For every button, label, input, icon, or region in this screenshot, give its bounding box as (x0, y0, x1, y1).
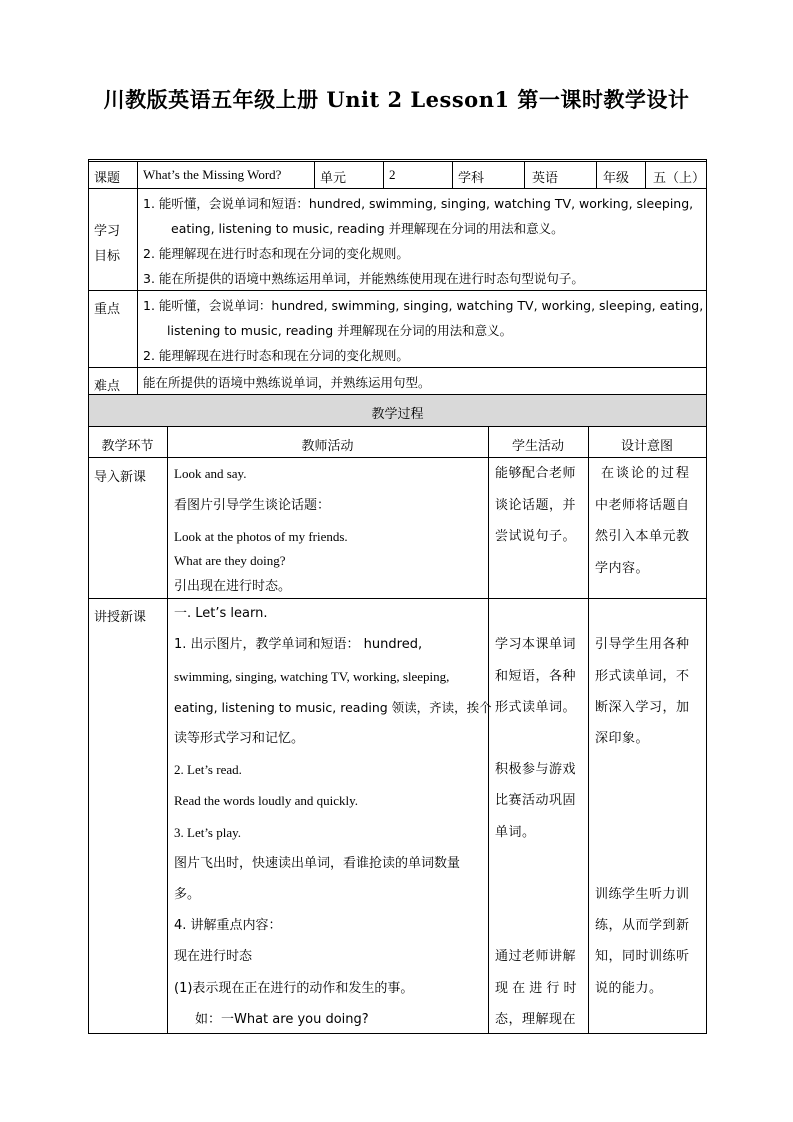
grade-value: 五（上） (653, 171, 706, 186)
objective-line: 3. 能在所提供的语境中熟练运用单词，并能熟练使用现在进行时态句型说句子。 (143, 271, 584, 286)
intent-line: 学内容。 (595, 561, 650, 576)
intent-line: 训练学生听力训 (595, 887, 690, 902)
subject-label: 学科 (458, 171, 485, 186)
intent-line: 中老师将话题自 (595, 498, 690, 513)
student-line: 形式读单词。 (495, 700, 577, 715)
teacher-line: 多。 (174, 887, 201, 902)
student-line: 谈论话题，并 (495, 498, 577, 513)
teacher-line: eating, listening to music, reading 领读，齐读，挨个 (174, 700, 492, 715)
teacher-line: 图片飞出时，快速读出单词，看谁抢读的单词数量 (174, 856, 461, 871)
teacher-line: 如：一What are you doing? (195, 1012, 369, 1027)
difficulties-text: 能在所提供的语境中熟练说单词，并熟练运用句型。 (143, 375, 431, 390)
teacher-line: (1)表示现在正在进行的动作和发生的事。 (174, 981, 414, 996)
stage-teach: 讲授新课 (94, 610, 147, 625)
objective-line: eating, listening to music, reading 并理解现在分词的用法和意义。 (171, 221, 564, 236)
intent-line: 断深入学习，加 (595, 700, 690, 715)
difficulties-label: 难点 (94, 379, 121, 394)
teacher-line: 引出现在进行时态。 (174, 579, 292, 594)
key-point-line: listening to music, reading 并理解现在分词的用法和意义。 (167, 323, 513, 338)
grade-label: 年级 (603, 171, 630, 186)
intent-line: 知，同时训练听 (595, 949, 690, 964)
teacher-line: Look and say. (174, 466, 247, 481)
student-line: 单词。 (495, 825, 536, 840)
unit-label: 单元 (320, 171, 347, 186)
student-line: 能够配合老师 (495, 466, 577, 481)
topic-value: What’s the Missing Word? (143, 167, 282, 182)
teacher-line: 3. Let’s play. (174, 825, 242, 840)
intent-line: 在谈论的过程 (601, 466, 692, 481)
student-line: 比赛活动巩固 (495, 793, 577, 808)
unit-value: 2 (389, 167, 396, 182)
student-line: 积极参与游戏 (495, 762, 577, 777)
teacher-line: 1. 出示图片，教学单词和短语： hundred, (174, 637, 423, 652)
teacher-line: 读等形式学习和记忆。 (174, 731, 305, 746)
student-line: 尝试说句子。 (495, 529, 577, 544)
intent-line: 然引入本单元教 (595, 529, 690, 544)
key-points-label: 重点 (94, 302, 121, 317)
student-line: 和短语，各种 (495, 669, 577, 684)
student-line: 学习本课单词 (495, 637, 577, 652)
intent-line: 练，从而学到新 (595, 918, 690, 933)
process-header: 教学过程 (371, 407, 424, 422)
objective-line: 1. 能听懂，会说单词和短语：hundred, swimming, singing, watching TV, working, sleeping, (143, 196, 694, 211)
teacher-line: 看图片引导学生谈论话题： (174, 498, 331, 513)
column-header-intent: 设计意图 (620, 439, 673, 454)
objectives-label: 学习 (94, 224, 121, 239)
intent-line: 深印象。 (595, 731, 650, 746)
column-header-teacher: 教师活动 (301, 439, 354, 454)
teacher-line: 2. Let’s read. (174, 762, 242, 777)
stage-intro: 导入新课 (94, 470, 147, 485)
teacher-line: 一. Let’s learn. (174, 606, 268, 621)
student-line: 态，理解现在 (495, 1012, 577, 1027)
teacher-line: Read the words loudly and quickly. (174, 793, 359, 808)
column-header-stage: 教学环节 (101, 439, 154, 454)
teacher-line: 4. 讲解重点内容： (174, 918, 282, 933)
objectives-label-2: 目标 (94, 249, 121, 264)
subject-value: 英语 (532, 171, 559, 186)
intent-line: 形式读单词，不 (595, 669, 690, 684)
document-title: 川教版英语五年级上册 Unit 2 Lesson1 第一课时教学设计 (103, 87, 690, 112)
teacher-line: swimming, singing, watching TV, working, sleeping, (174, 669, 450, 684)
teacher-line: What are they doing? (174, 553, 286, 568)
teacher-line: Look at the photos of my friends. (174, 529, 348, 544)
topic-label: 课题 (94, 171, 121, 186)
student-line: 现 在 进 行 时 (495, 981, 577, 996)
teacher-line: 现在进行时态 (174, 949, 253, 964)
student-line: 通过老师讲解 (495, 949, 577, 964)
column-header-student: 学生活动 (511, 439, 564, 454)
key-point-line: 1. 能听懂，会说单词：hundred, swimming, singing, watching TV, working, sleeping, eating, (143, 298, 704, 313)
objective-line: 2. 能理解现在进行时态和现在分词的变化规则。 (143, 246, 409, 261)
intent-line: 说的能力。 (595, 981, 663, 996)
intent-line: 引导学生用各种 (595, 637, 690, 652)
key-point-line: 2. 能理解现在进行时态和现在分词的变化规则。 (143, 348, 409, 363)
